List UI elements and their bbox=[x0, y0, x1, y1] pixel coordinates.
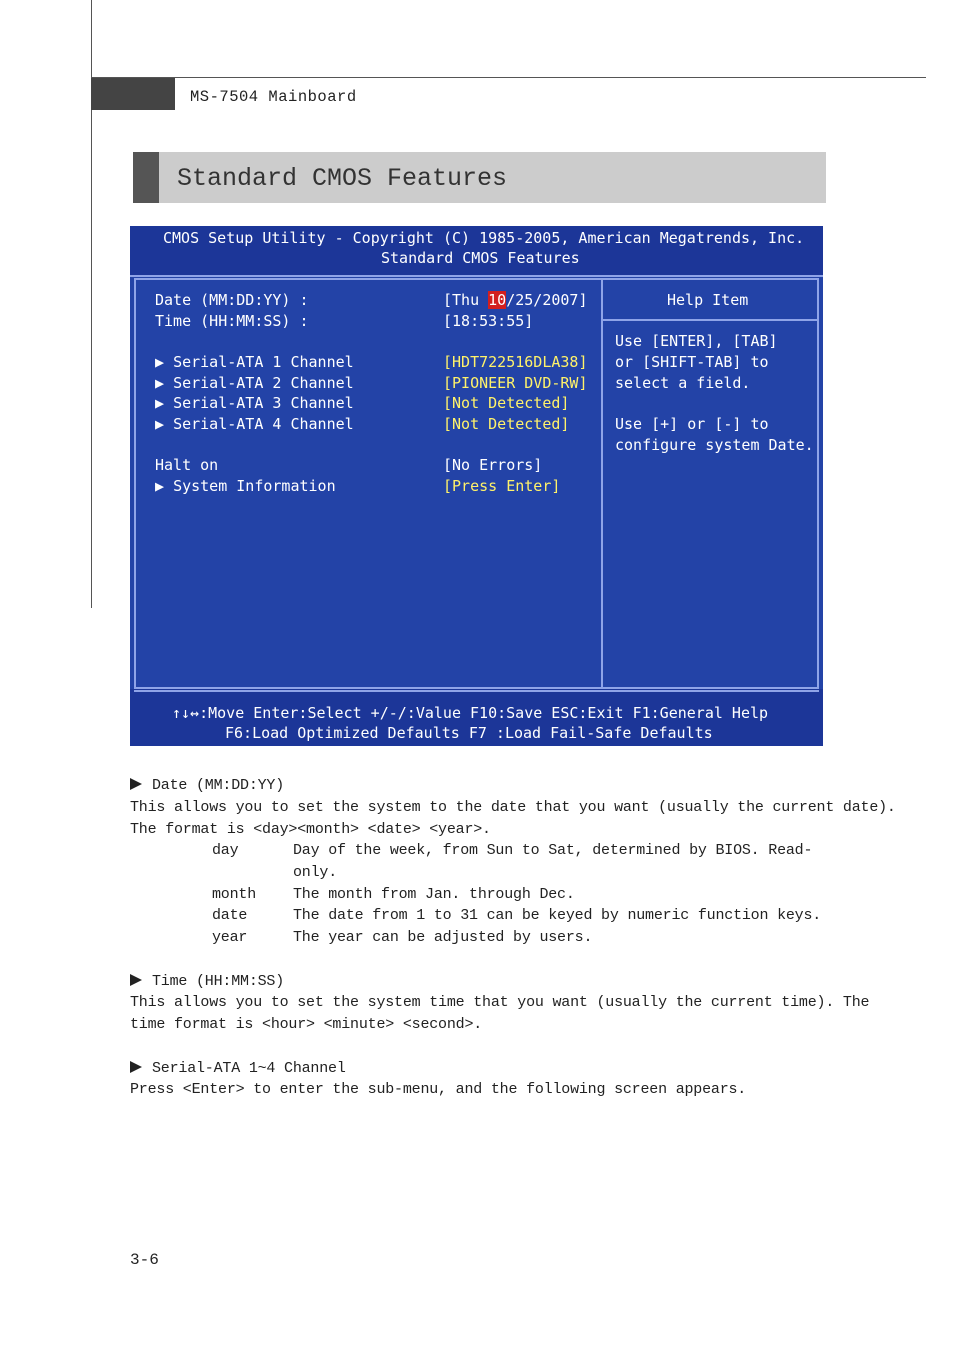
bios-help-title-divider bbox=[601, 319, 817, 321]
menu-item-label: Serial-ATA 2 Channel bbox=[173, 374, 354, 392]
help-line: or [SHIFT-TAB] to bbox=[615, 353, 769, 371]
date-heading-text: Date (MM:DD:YY) bbox=[152, 777, 285, 794]
def-term-month: month bbox=[212, 886, 257, 903]
halt-on-value[interactable]: [No Errors] bbox=[443, 456, 543, 474]
time-paragraph-line2: time format is <hour> <minute> <second>. bbox=[130, 1016, 483, 1033]
time-label: Time (HH:MM:SS) : bbox=[155, 312, 309, 330]
def-desc-year: The year can be adjusted by users. bbox=[293, 929, 593, 946]
submenu-arrow-icon: ▶ bbox=[155, 394, 174, 412]
def-term-year: year bbox=[212, 929, 248, 946]
def-desc-day-cont: only. bbox=[293, 864, 338, 881]
menu-item-value[interactable]: [PIONEER DVD-RW] bbox=[443, 374, 588, 392]
menu-item-sata-1[interactable] bbox=[155, 353, 354, 371]
menu-item-sata-3[interactable] bbox=[155, 394, 354, 412]
menu-item-label: System Information bbox=[173, 477, 336, 495]
menu-item-label: Serial-ATA 4 Channel bbox=[173, 415, 354, 433]
menu-item-value[interactable]: [Not Detected] bbox=[443, 394, 570, 412]
submenu-arrow-icon: ▶ bbox=[155, 353, 174, 371]
def-term-day: day bbox=[212, 842, 239, 859]
menu-item-value[interactable]: [HDT722516DLA38] bbox=[443, 353, 588, 371]
header-model: MS-7504 Mainboard bbox=[190, 88, 357, 106]
section-title-accent bbox=[133, 152, 159, 203]
section-title: Standard CMOS Features bbox=[177, 164, 508, 193]
halt-on-label: Halt on bbox=[155, 456, 219, 474]
sata-paragraph: Press <Enter> to enter the sub-menu, and the following screen appears. bbox=[130, 1081, 747, 1098]
menu-item-value[interactable]: [Not Detected] bbox=[443, 415, 570, 433]
system-information-value[interactable]: [Press Enter] bbox=[443, 477, 561, 495]
date-paragraph-line2: The format is <day><month> <date> <year>. bbox=[130, 821, 491, 838]
menu-item-sata-4[interactable] bbox=[155, 415, 354, 433]
date-label: Date (MM:DD:YY) : bbox=[155, 291, 309, 309]
bios-screen bbox=[130, 226, 823, 746]
submenu-arrow-icon: ▶ bbox=[155, 477, 174, 495]
bios-help-divider bbox=[601, 279, 603, 689]
bullet-arrow-icon bbox=[130, 778, 142, 790]
menu-item-label: Serial-ATA 3 Channel bbox=[173, 394, 354, 412]
bullet-arrow-icon bbox=[130, 974, 142, 986]
date-value-suffix: /25/2007] bbox=[506, 291, 588, 309]
sata-heading bbox=[130, 1060, 346, 1077]
bios-copyright: CMOS Setup Utility - Copyright (C) 1985-2005, American Megatrends, Inc. bbox=[163, 229, 805, 247]
help-line: Use [+] or [-] to bbox=[615, 415, 769, 433]
menu-item-system-information[interactable] bbox=[155, 477, 336, 495]
header-rule bbox=[91, 77, 926, 78]
date-month-selected[interactable]: 10 bbox=[488, 291, 507, 309]
date-paragraph-line1: This allows you to set the system to the date that you want (usually the current date). bbox=[130, 799, 896, 816]
def-desc-day: Day of the week, from Sun to Sat, determined by BIOS. Read- bbox=[293, 842, 813, 859]
help-title: Help Item bbox=[667, 291, 749, 309]
def-desc-month: The month from Jan. through Dec. bbox=[293, 886, 575, 903]
help-line: configure system Date. bbox=[615, 436, 814, 454]
sata-heading-text: Serial-ATA 1~4 Channel bbox=[152, 1060, 346, 1077]
bullet-arrow-icon bbox=[130, 1061, 142, 1073]
date-heading bbox=[130, 777, 284, 794]
bios-screen-title: Standard CMOS Features bbox=[381, 249, 580, 267]
header-tab-block bbox=[91, 78, 175, 110]
def-term-date: date bbox=[212, 907, 248, 924]
page-number: 3-6 bbox=[130, 1251, 159, 1269]
help-line: select a field. bbox=[615, 374, 751, 392]
time-paragraph-line1: This allows you to set the system time that you want (usually the current time). The bbox=[130, 994, 870, 1011]
bios-footer-divider bbox=[134, 690, 819, 692]
submenu-arrow-icon: ▶ bbox=[155, 415, 174, 433]
time-value[interactable]: [18:53:55] bbox=[443, 312, 534, 330]
footer-keys-line1: ↑↓↔:Move Enter:Select +/-/:Value F10:Save ESC:Exit F1:General Help bbox=[172, 704, 769, 722]
bios-header-divider bbox=[130, 275, 823, 277]
submenu-arrow-icon: ▶ bbox=[155, 374, 174, 392]
def-desc-date: The date from 1 to 31 can be keyed by numeric function keys. bbox=[293, 907, 822, 924]
time-heading-text: Time (HH:MM:SS) bbox=[152, 973, 285, 990]
footer-keys-line2: F6:Load Optimized Defaults F7 :Load Fail-Safe Defaults bbox=[225, 724, 713, 742]
time-heading bbox=[130, 973, 284, 990]
date-value-prefix: [Thu bbox=[443, 291, 489, 309]
menu-item-sata-2[interactable] bbox=[155, 374, 354, 392]
help-line: Use [ENTER], [TAB] bbox=[615, 332, 778, 350]
menu-item-label: Serial-ATA 1 Channel bbox=[173, 353, 354, 371]
date-value[interactable] bbox=[443, 291, 588, 309]
